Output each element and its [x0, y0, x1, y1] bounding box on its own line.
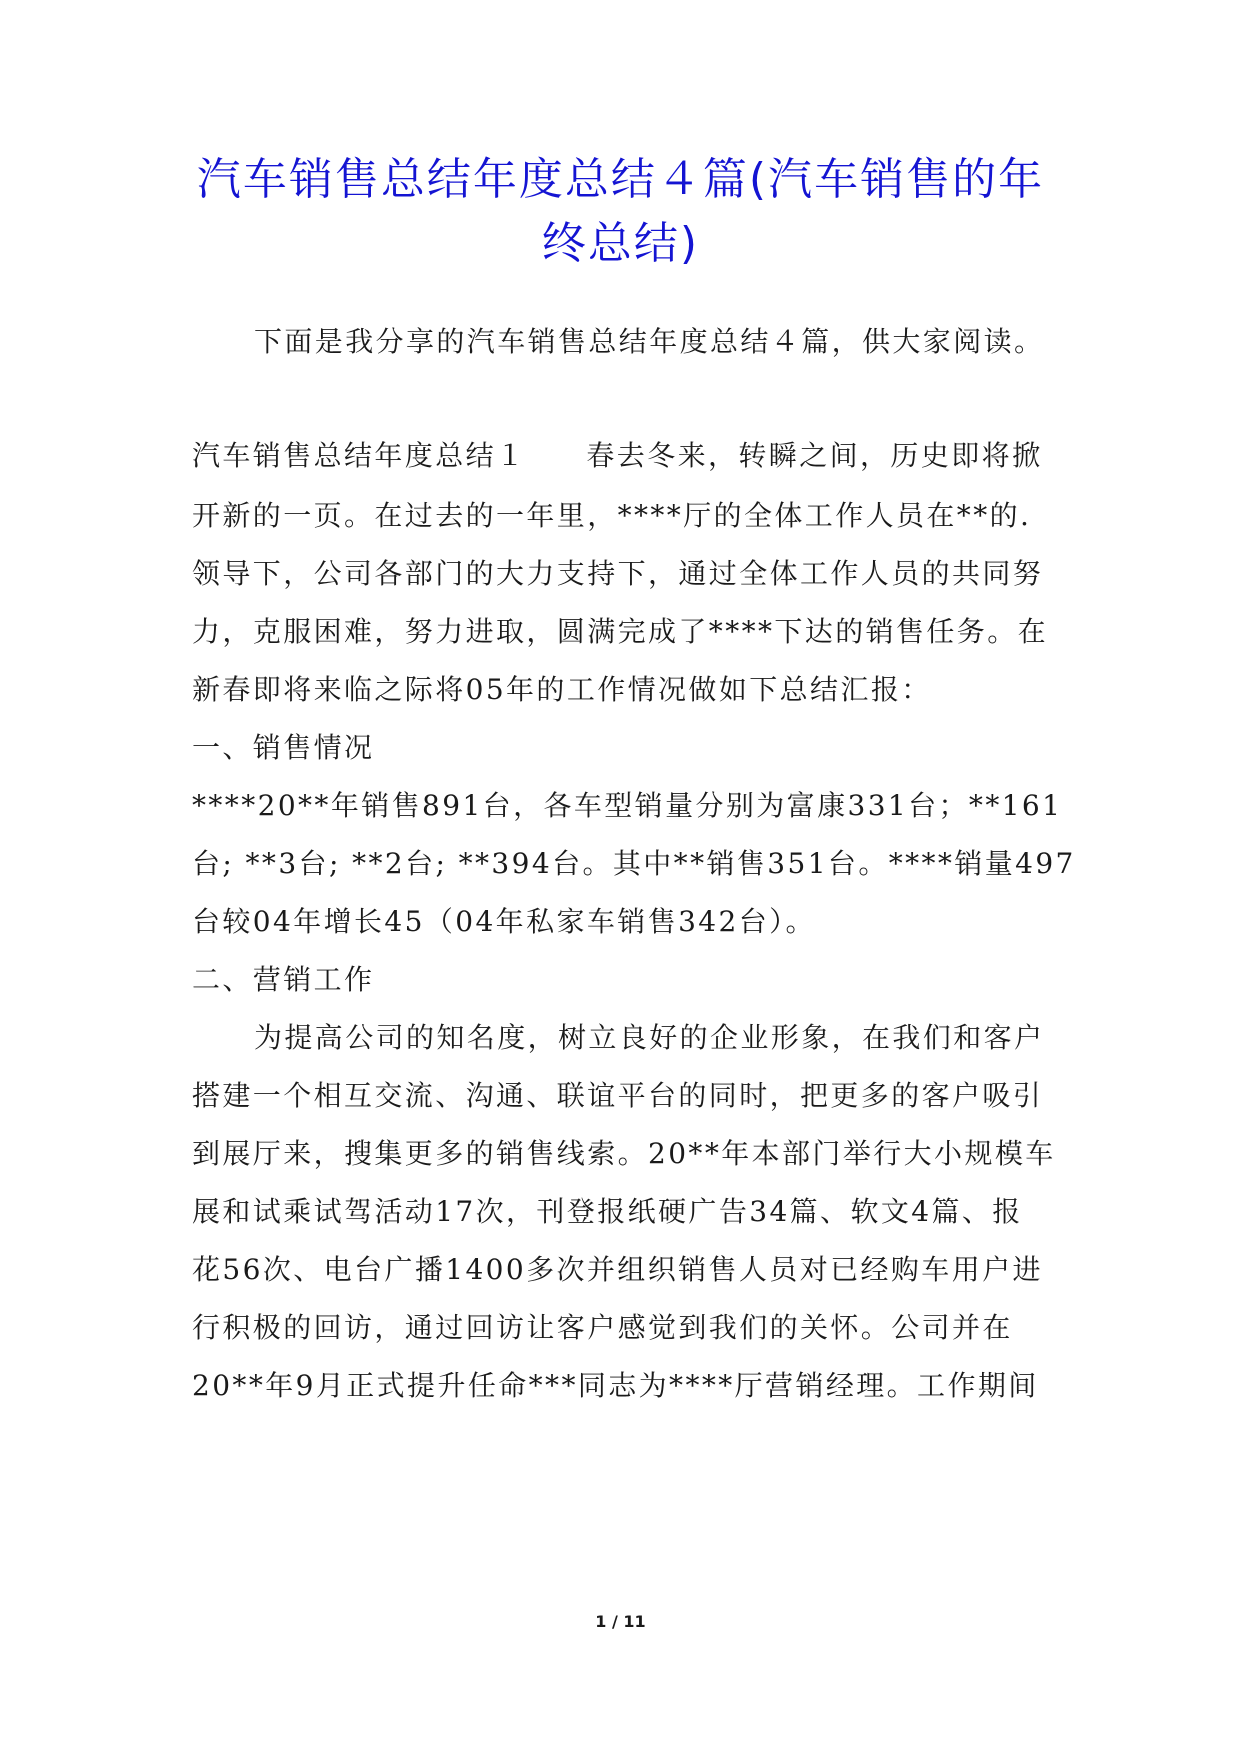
page-number: 1 / 11 — [595, 1612, 646, 1631]
body-line: 力，克服困难，努力进取，圆满完成了****下达的销售任务。在 — [192, 615, 1049, 648]
body-line: 花56次、电台广播1400多次并组织销售人员对已经购车用户进 — [192, 1253, 1043, 1286]
body-line: 春去冬来，转瞬之间，历史即将掀 — [586, 439, 1043, 472]
body-line: 为提高公司的知名度，树立良好的企业形象，在我们和客户 — [254, 1021, 1045, 1054]
body-line: 行积极的回访，通过回访让客户感觉到我们的关怀。公司并在 — [192, 1311, 1013, 1344]
section-heading: 汽车销售总结年度总结１ — [192, 439, 527, 472]
body-line: 台; **3台; **2台; **394台。其中**销售351台。****销量497 — [192, 847, 1076, 880]
document-title-line-2: 终总结) — [541, 218, 700, 269]
body-line: 新春即将来临之际将05年的工作情况做如下总结汇报： — [192, 673, 932, 706]
body-line: 展和试乘试驾活动17次，刊登报纸硬广告34篇、软文4篇、报 — [192, 1195, 1023, 1228]
body-line: 20**年9月正式提升任命***同志为****厅营销经理。工作期间 — [192, 1369, 1039, 1402]
subheading-sales: 一、销售情况 — [192, 731, 375, 764]
body-line: 开新的一页。在过去的一年里，****厅的全体工作人员在**的. — [192, 499, 1032, 532]
subheading-marketing: 二、营销工作 — [192, 963, 375, 996]
document-title-line-1: 汽车销售总结年度总结４篇(汽车销售的年 — [196, 154, 1045, 205]
body-line: ****20**年销售891台，各车型销量分别为富康331台；**161 — [192, 789, 1063, 822]
intro-paragraph: 下面是我分享的汽车销售总结年度总结４篇，供大家阅读。 — [254, 325, 1045, 358]
section-first-line — [192, 436, 1072, 476]
body-line: 搭建一个相互交流、沟通、联谊平台的同时，把更多的客户吸引 — [192, 1079, 1044, 1112]
body-line: 领导下，公司各部门的大力支持下，通过全体工作人员的共同努 — [192, 557, 1044, 590]
body-line: 到展厅来，搜集更多的销售线索。20**年本部门举行大小规模车 — [192, 1137, 1056, 1170]
body-line: 台较04年增长45（04年私家车销售342台）。 — [192, 905, 816, 938]
